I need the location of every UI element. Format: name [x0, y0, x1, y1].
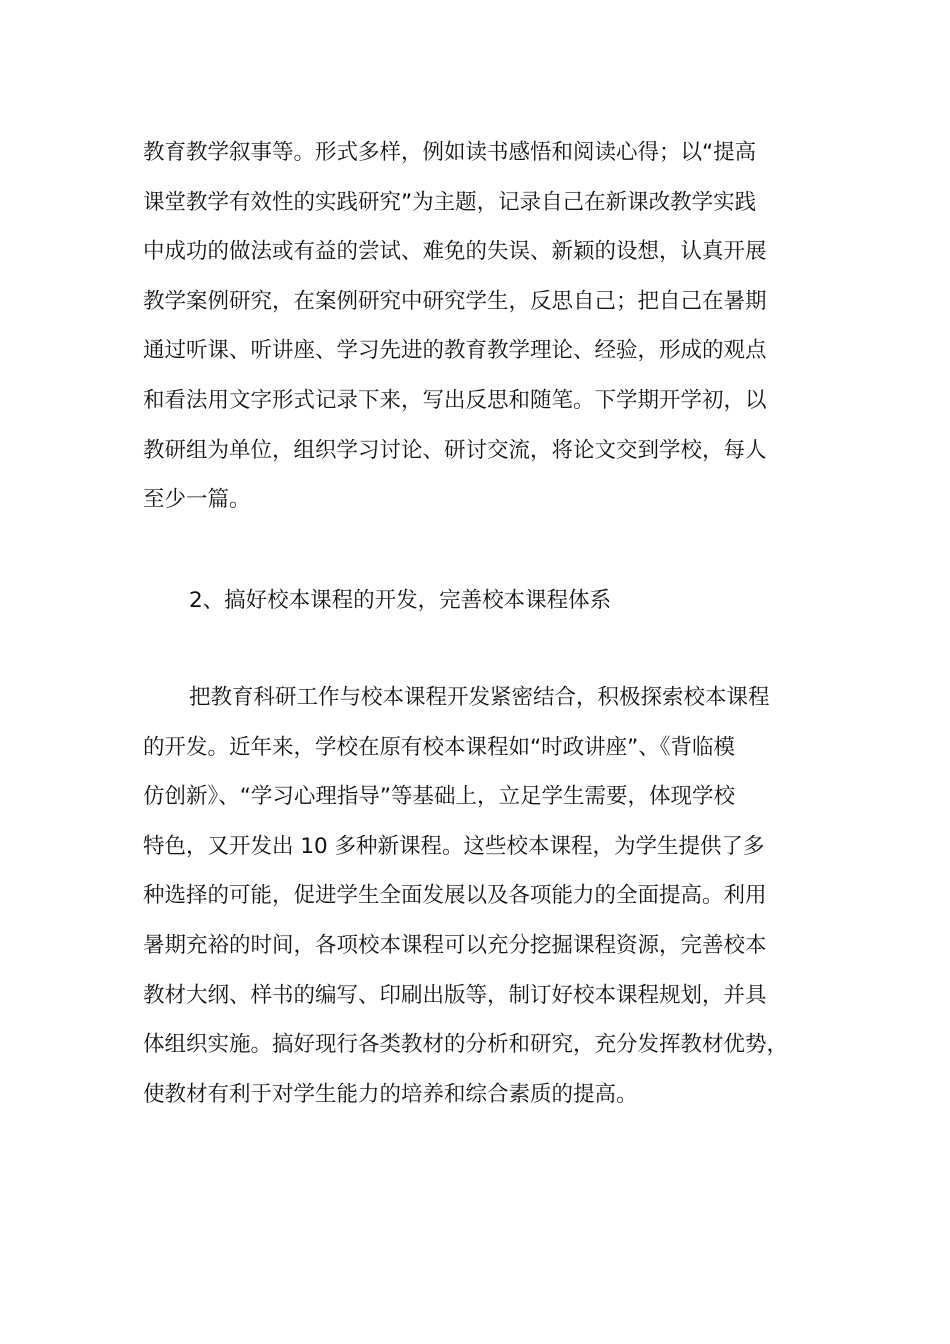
paragraph-1-line: 和看法用文字形式记录下来，写出反思和随笔。下学期开学初，以 — [143, 387, 767, 413]
paragraph-1-line: 课堂教学有效性的实践研究”为主题，记录自己在新课改教学实践 — [143, 189, 757, 215]
paragraph-2-line: 体组织实施。搞好现行各类教材的分析和研究，充分发挥教材优势， — [143, 1032, 789, 1058]
paragraph-2-line: 的开发。近年来，学校在原有校本课程如“时政讲座”、《背临模 — [143, 734, 736, 760]
section-2-heading: 2、搞好校本课程的开发，完善校本课程体系 — [189, 588, 612, 613]
paragraph-1 — [143, 128, 815, 525]
paragraph-2-line: 把教育科研工作与校本课程开发紧密结合，积极探索校本课程 — [189, 685, 770, 710]
paragraph-1-line: 教学案例研究，在案例研究中研究学生，反思自己；把自己在暑期 — [143, 288, 767, 314]
paragraph-2-line: 种选择的可能，促进学生全面发展以及各项能力的全面提高。利用 — [143, 883, 767, 909]
paragraph-1-line: 教研组为单位，组织学习讨论、研讨交流，将论文交到学校，每人 — [143, 437, 767, 463]
paragraph-2-line: 暑期充裕的时间，各项校本课程可以充分挖掘课程资源，完善校本 — [143, 932, 767, 958]
paragraph-1-line: 中成功的做法或有益的尝试、难免的失误、新颖的设想，认真开展 — [143, 239, 767, 265]
paragraph-1-line: 教育教学叙事等。形式多样，例如读书感悟和阅读心得；以“提高 — [143, 140, 757, 165]
paragraph-1-line: 通过听课、听讲座、学习先进的教育教学理论、经验，形成的观点 — [143, 338, 767, 364]
paragraph-1-line: 至少一篇。 — [143, 487, 251, 513]
paragraph-2 — [143, 673, 815, 1119]
paragraph-2-line: 使教材有利于对学生能力的培养和综合素质的提高。 — [143, 1081, 638, 1107]
paragraph-2-line: 教材大纲、样书的编写、印刷出版等，制订好校本课程规划，并具 — [143, 982, 767, 1008]
paragraph-2-line: 特色，又开发出 10 多种新课程。这些校本课程，为学生提供了多 — [143, 833, 765, 859]
section-2-heading-block — [143, 576, 815, 626]
paragraph-2-line: 仿创新》、“学习心理指导”等基础上，立足学生需要，体现学校 — [143, 784, 736, 810]
